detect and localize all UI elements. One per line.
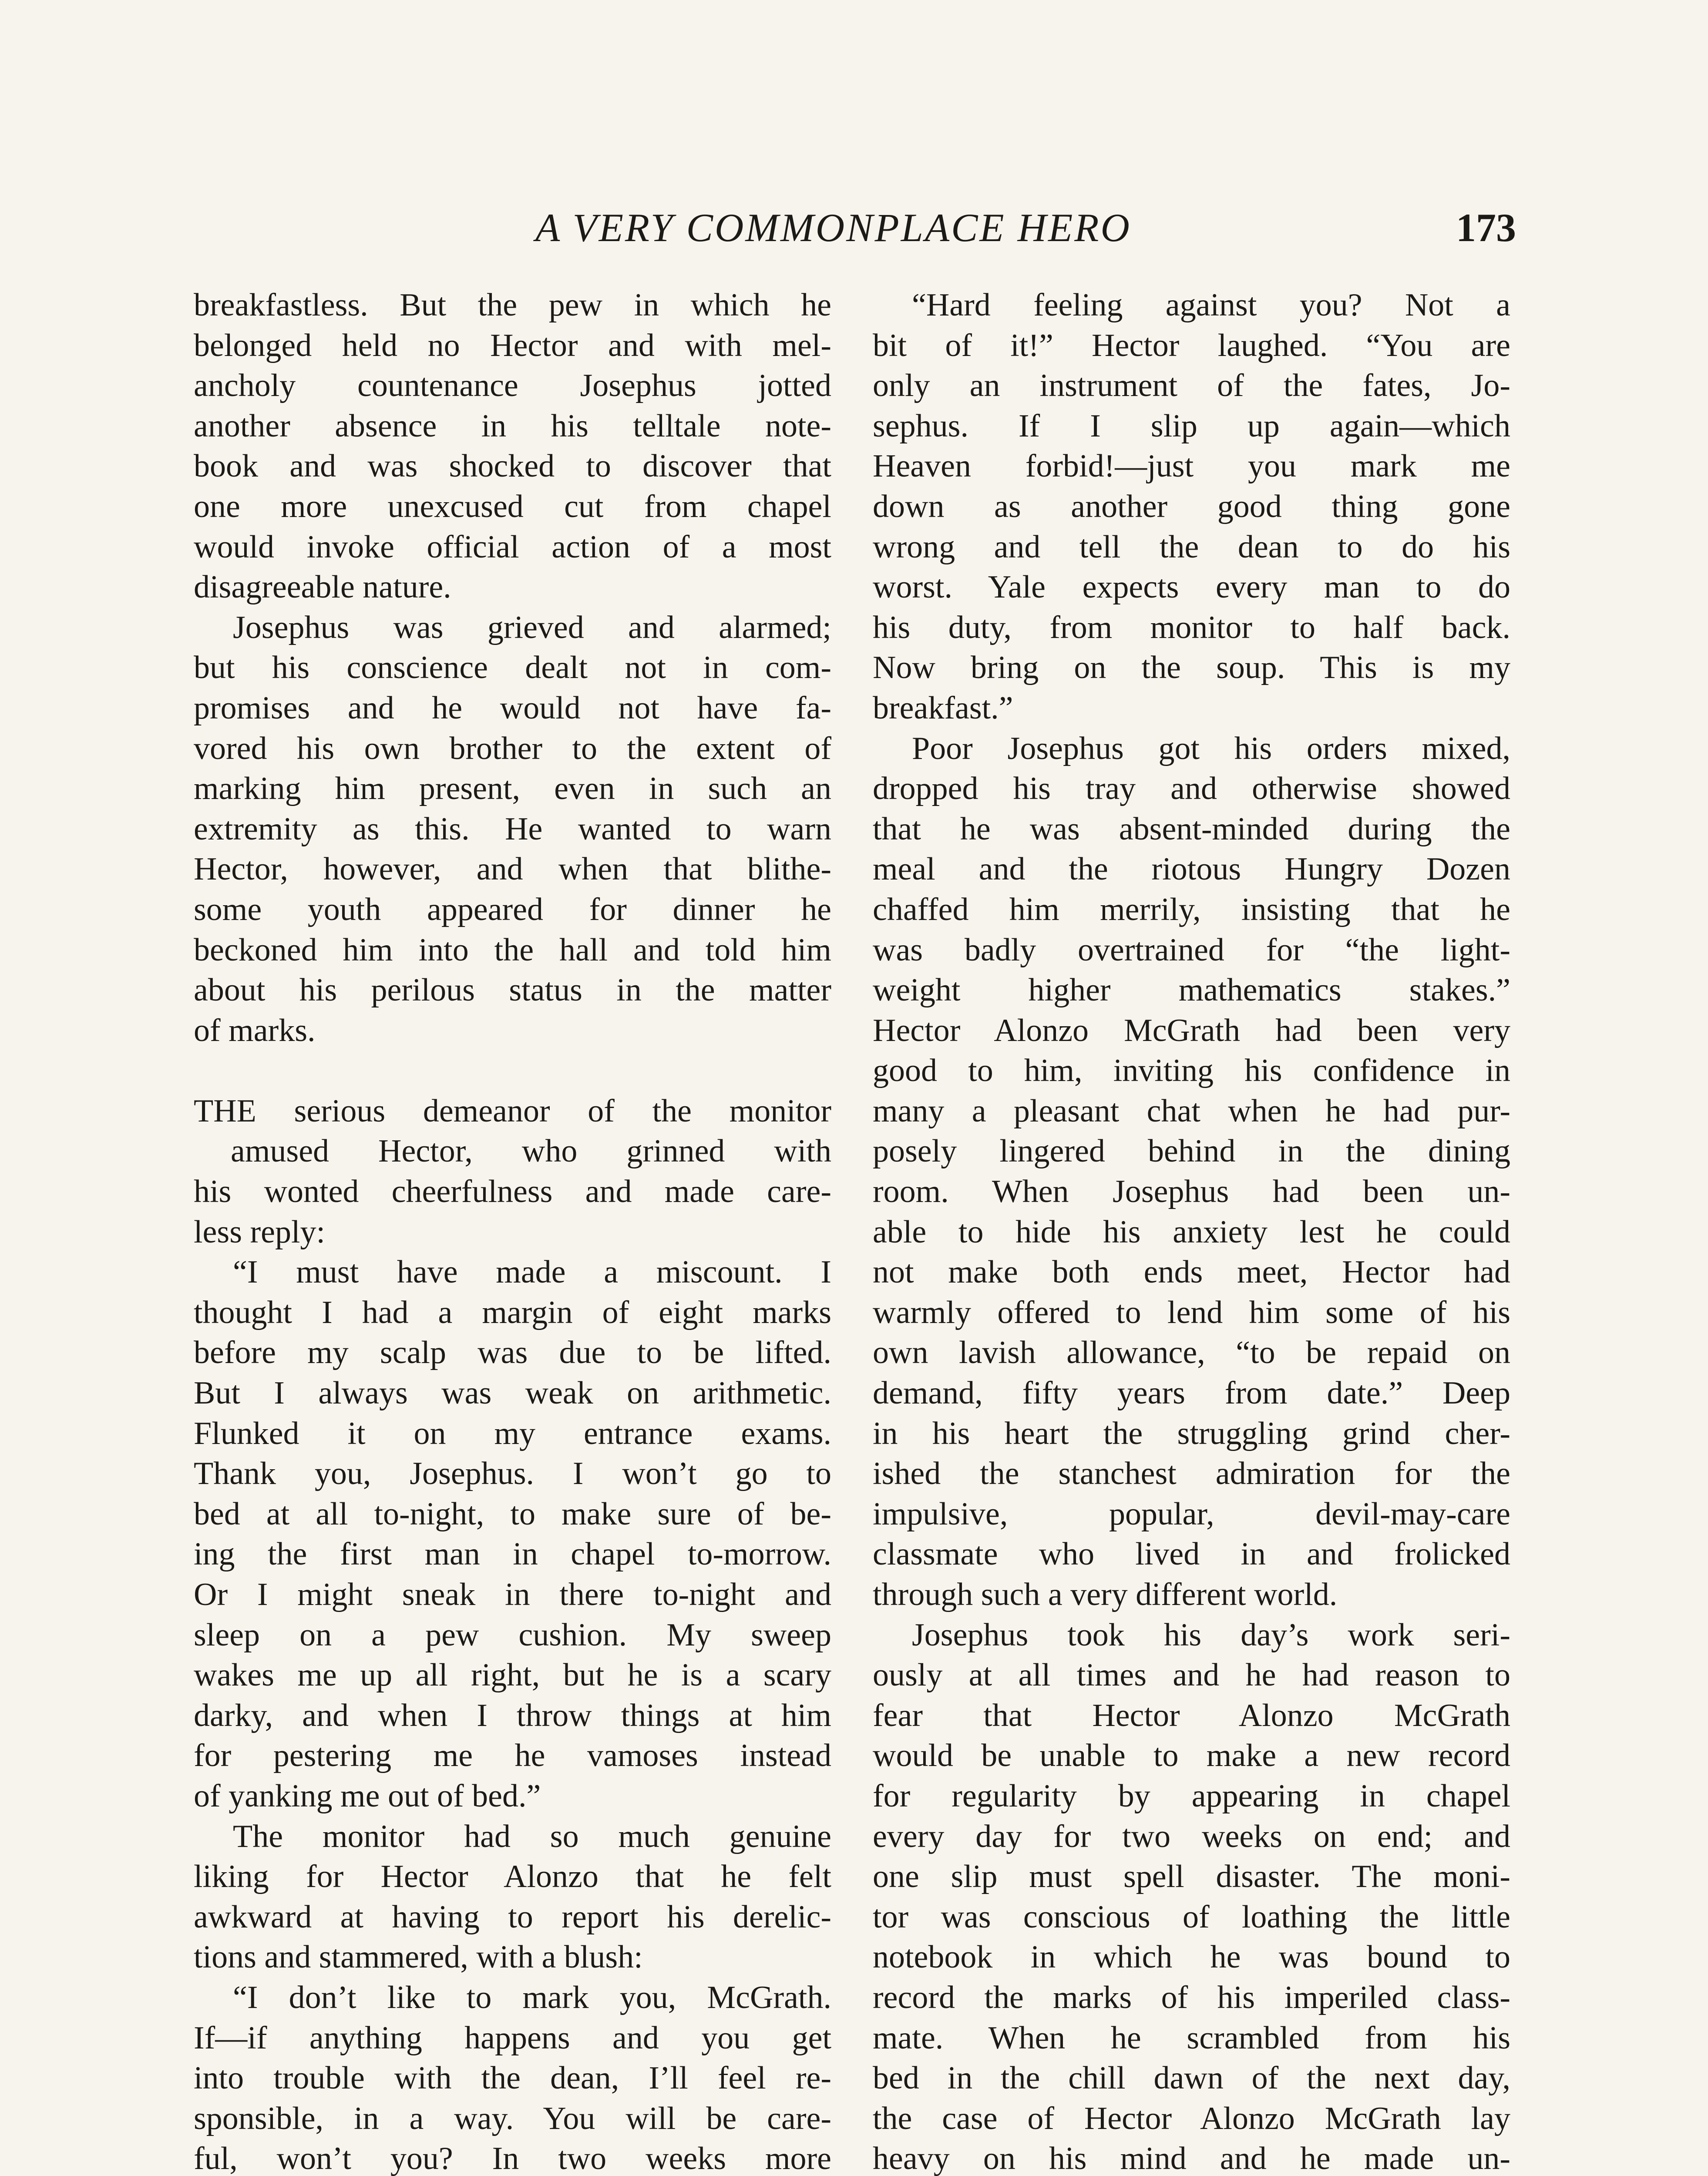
text-line: Josephus took his day’s work seri- (912, 1617, 1510, 1653)
text-line: Hector Alonzo McGrath had been very (873, 1012, 1510, 1048)
text-line: wakes me up all right, but he is a scary (194, 1657, 831, 1693)
text-line: The monitor had so much genuine (233, 1818, 831, 1854)
text-line: ing the first man in chapel to-morrow. (194, 1536, 831, 1572)
text-line: fear that Hector Alonzo McGrath (873, 1697, 1510, 1733)
text-line: But I always was weak on arithmetic. (194, 1375, 831, 1411)
text-line: one more unexcused cut from chapel (194, 488, 831, 524)
text-line: Poor Josephus got his orders mixed, (912, 730, 1510, 766)
text-line: the case of Hector Alonzo McGrath lay (873, 2100, 1510, 2136)
text-line: ished the stanchest admiration for the (873, 1456, 1510, 1492)
text-line: for pestering me he vamoses instead (194, 1738, 831, 1774)
text-line: would be unable to make a new record (873, 1738, 1510, 1774)
text-line: in his heart the struggling grind cher- (873, 1415, 1510, 1451)
text-line: posely lingered behind in the dining (873, 1133, 1510, 1169)
text-line: able to hide his anxiety lest he could (873, 1214, 1510, 1250)
text-line: dropped his tray and otherwise showed (873, 771, 1510, 807)
text-line: his duty, from monitor to half back. (873, 609, 1510, 645)
text-line: book and was shocked to discover that (194, 448, 831, 484)
text-line: tor was conscious of loathing the little (873, 1899, 1510, 1935)
text-line: beckoned him into the hall and told him (194, 932, 831, 968)
text-line: bed in the chill dawn of the next day, (873, 2060, 1510, 2096)
text-line: ously at all times and he had reason to (873, 1657, 1510, 1693)
text-line: good to him, inviting his confidence in (873, 1053, 1510, 1089)
text-line: was badly overtrained for “the light- (873, 932, 1510, 968)
text-line: another absence in his telltale note- (194, 408, 831, 444)
page-number: 173 (1456, 205, 1516, 250)
text-line: not make both ends meet, Hector had (873, 1254, 1510, 1290)
text-line: warmly offered to lend him some of his (873, 1294, 1510, 1330)
text-line: wrong and tell the dean to do his (873, 529, 1510, 565)
text-line: “Hard feeling against you? Not a (912, 287, 1510, 323)
text-line: chaffed him merrily, insisting that he (873, 891, 1510, 927)
running-title: A VERY COMMONPLACE HERO (535, 205, 1131, 250)
text-line: about his perilous status in the matter (194, 972, 831, 1008)
text-line: would invoke official action of a most (194, 529, 831, 565)
text-line: disagreeable nature. (194, 569, 451, 605)
text-line: breakfastless. But the pew in which he (194, 287, 831, 323)
text-line: worst. Yale expects every man to do (873, 569, 1510, 605)
text-line: awkward at having to report his derelic- (194, 1899, 831, 1935)
left-text-column (194, 285, 831, 2176)
text-line: one slip must spell disaster. The moni- (873, 1859, 1510, 1895)
text-line: darky, and when I throw things at him (194, 1697, 831, 1733)
text-line: for regularity by appearing in chapel (873, 1778, 1510, 1814)
text-line: thought I had a margin of eight marks (194, 1294, 831, 1330)
text-line: mate. When he scrambled from his (873, 2020, 1510, 2056)
text-line: record the marks of his imperiled class- (873, 1979, 1510, 2015)
text-line: into trouble with the dean, I’ll feel re- (194, 2060, 831, 2096)
right-text-column (873, 285, 1510, 2176)
text-line: If—if anything happens and you get (194, 2020, 831, 2056)
text-line: Or I might sneak in there to-night and (194, 1577, 831, 1612)
text-line: promises and he would not have fa- (194, 690, 831, 726)
text-line: amused Hector, who grinned with (231, 1133, 831, 1169)
text-line: bit of it!” Hector laughed. “You are (873, 327, 1510, 363)
text-line: sephus. If I slip up again—which (873, 408, 1510, 444)
text-line: but his conscience dealt not in com- (194, 650, 831, 686)
text-line: Flunked it on my entrance exams. (194, 1415, 831, 1451)
text-line: meal and the riotous Hungry Dozen (873, 851, 1510, 887)
text-line: every day for two weeks on end; and (873, 1818, 1510, 1854)
text-line: Hector, however, and when that blithe- (194, 851, 831, 887)
text-line: notebook in which he was bound to (873, 1939, 1510, 1975)
text-line: of yanking me out of bed.” (194, 1778, 541, 1814)
text-line: impulsive, popular, devil-may-care (873, 1496, 1510, 1532)
text-line: Josephus was grieved and alarmed; (233, 609, 831, 645)
text-line: before my scalp was due to be lifted. (194, 1335, 831, 1371)
text-line: own lavish allowance, “to be repaid on (873, 1335, 1510, 1371)
text-line: through such a very different world. (873, 1577, 1338, 1612)
text-line: vored his own brother to the extent of (194, 730, 831, 766)
text-line: room. When Josephus had been un- (873, 1174, 1510, 1210)
text-line: of marks. (194, 1012, 316, 1048)
text-line: tions and stammered, with a blush: (194, 1939, 643, 1975)
text-line: Thank you, Josephus. I won’t go to (194, 1456, 831, 1492)
text-line: ancholy countenance Josephus jotted (194, 368, 831, 404)
text-line: liking for Hector Alonzo that he felt (194, 1859, 831, 1895)
text-line: bed at all to-night, to make sure of be- (194, 1496, 831, 1532)
text-line: many a pleasant chat when he had pur- (873, 1093, 1510, 1129)
text-line: only an instrument of the fates, Jo- (873, 368, 1510, 404)
text-line: heavy on his mind and he made un- (873, 2141, 1510, 2176)
text-line: demand, fifty years from date.” Deep (873, 1375, 1510, 1411)
text-line: breakfast.” (873, 690, 1013, 726)
section-break (194, 1051, 831, 1091)
text-line: belonged held no Hector and with mel- (194, 327, 831, 363)
text-line: ful, won’t you? In two weeks more (194, 2141, 831, 2176)
text-line: down as another good thing gone (873, 488, 1510, 524)
text-line: “I don’t like to mark you, McGrath. (233, 1979, 831, 2015)
text-line: less reply: (194, 1214, 326, 1250)
text-line: “I must have made a miscount. I (233, 1254, 831, 1290)
text-line: his wonted cheerfulness and made care- (194, 1174, 831, 1210)
text-line: sponsible, in a way. You will be care- (194, 2100, 831, 2136)
section-opening-line: THE serious demeanor of the monitor (194, 1093, 831, 1129)
text-line: that he was absent-minded during the (873, 811, 1510, 847)
text-line: weight higher mathematics stakes.” (873, 972, 1510, 1008)
text-line: Heaven forbid!—just you mark me (873, 448, 1510, 484)
text-line: Now bring on the soup. This is my (873, 650, 1510, 686)
text-line: some youth appeared for dinner he (194, 891, 831, 927)
text-line: extremity as this. He wanted to warn (194, 811, 831, 847)
text-line: marking him present, even in such an (194, 771, 831, 807)
text-line: classmate who lived in and frolicked (873, 1536, 1510, 1572)
text-line: sleep on a pew cushion. My sweep (194, 1617, 831, 1653)
